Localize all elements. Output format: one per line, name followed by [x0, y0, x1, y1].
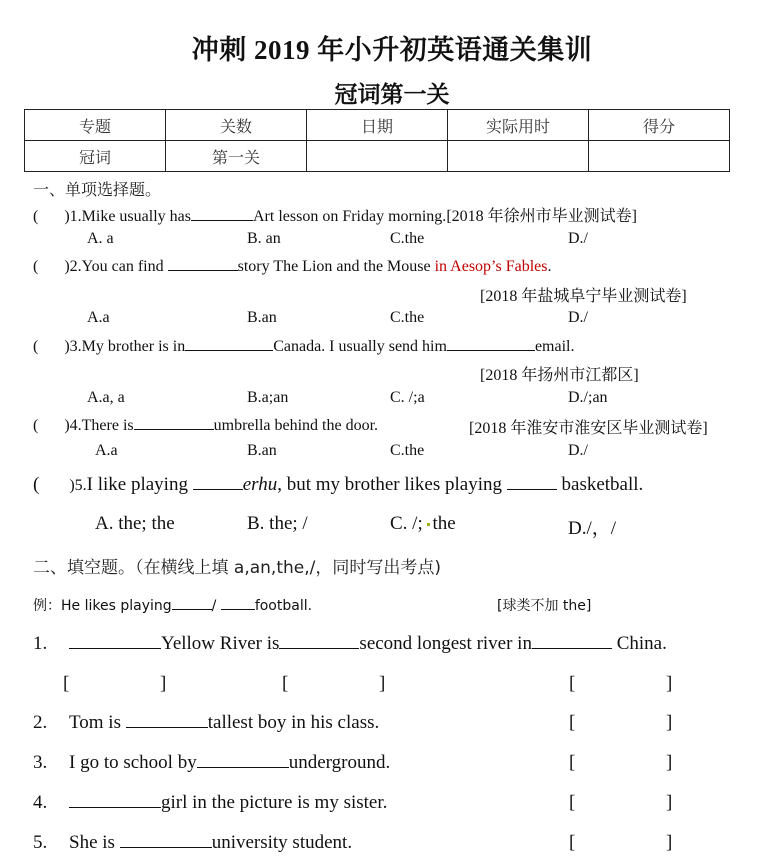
item-text: China.: [611, 633, 667, 654]
option-b[interactable]: B.an: [247, 442, 277, 459]
question-source: [2018 年徐州市毕业测试卷]: [446, 208, 637, 225]
cell-score[interactable]: [589, 141, 730, 172]
option-a[interactable]: A.a: [87, 309, 110, 326]
fill-item-5: [33, 832, 352, 854]
item-number: 5.: [33, 832, 48, 853]
question-source: [2018 年淮安市淮安区毕业测试卷]: [469, 420, 708, 437]
blank[interactable]: [447, 336, 535, 351]
blank[interactable]: [120, 833, 212, 848]
question-text: You can find: [81, 258, 168, 275]
item-number: 4.: [33, 792, 48, 813]
option-d[interactable]: D./: [568, 442, 588, 459]
option-c[interactable]: [390, 513, 456, 535]
bracket-open: [: [63, 673, 70, 694]
cell-topic: 冠词: [25, 141, 166, 172]
header-cell-time: 实际用时: [448, 110, 589, 141]
question-5: [33, 474, 643, 496]
option-c[interactable]: C.the: [390, 442, 425, 459]
section1-heading: 一、单项选择题。: [33, 180, 162, 199]
example-suffix: football.: [254, 598, 313, 614]
question-text: There is: [81, 417, 134, 434]
option-d[interactable]: D./;an: [568, 389, 608, 406]
item-number: 3.: [33, 752, 48, 773]
option-a[interactable]: A. a: [87, 230, 114, 247]
bracket-close: ]: [379, 673, 386, 694]
blank[interactable]: [191, 206, 253, 221]
info-table-header-row: [25, 110, 730, 141]
question-text: umbrella behind the door.: [213, 417, 379, 434]
bracket-close: ]: [666, 712, 673, 733]
question-text: My brother is in: [81, 338, 186, 355]
blank: [172, 595, 212, 610]
option-c-tail: the: [432, 513, 456, 534]
item-number: 1.: [33, 633, 48, 654]
example-answer: /: [211, 598, 217, 614]
question-text: email.: [534, 338, 575, 355]
option-a[interactable]: A.a, a: [87, 389, 125, 406]
item-text: underground.: [288, 752, 391, 773]
header-cell-score: 得分: [589, 110, 730, 141]
blank[interactable]: [69, 793, 161, 808]
answer-paren-close: ): [64, 258, 70, 275]
blank[interactable]: [185, 336, 273, 351]
cell-level: 第一关: [166, 141, 307, 172]
fill-item-1: [33, 633, 667, 655]
question-text: basketball.: [556, 474, 644, 495]
item-number: 2.: [33, 712, 48, 733]
question-text-end: .: [547, 258, 552, 275]
example-prefix: 例：He likes playing: [33, 598, 172, 614]
question-text: story The Lion and the Mouse: [237, 258, 435, 275]
bracket-close: ]: [160, 673, 167, 694]
question-text: I like playing: [86, 474, 193, 495]
question-source: [2018 年扬州市江都区]: [480, 367, 639, 384]
option-d[interactable]: D./: [568, 230, 588, 247]
blank[interactable]: [168, 256, 238, 271]
section2-heading: 二、填空题。（在横线上填 a,an,the,/，同时写出考点): [33, 558, 441, 578]
bracket-open: [: [569, 673, 576, 694]
question-text: , but my brother likes playing: [277, 474, 507, 495]
fill-item-3: [33, 752, 390, 774]
example-line: [33, 595, 312, 615]
question-number: 1.: [69, 208, 82, 225]
item-text: tallest boy in his class.: [207, 712, 380, 733]
option-b[interactable]: B. an: [247, 230, 281, 247]
page-title: 冲刺 2019 年小升初英语通关集训: [191, 35, 593, 65]
question-source: [2018 年盐城阜宁毕业测试卷]: [480, 288, 687, 305]
question-text: Mike usually has: [81, 208, 191, 225]
bracket-open: [: [569, 792, 576, 813]
answer-paren-open: (: [33, 338, 39, 355]
answer-paren-open: (: [33, 417, 39, 434]
option-a[interactable]: A. the; the: [95, 513, 175, 534]
option-c[interactable]: C.the: [390, 230, 425, 247]
question-text-italic: erhu: [242, 474, 278, 495]
cell-date[interactable]: [307, 141, 448, 172]
question-number: 5.: [74, 477, 87, 494]
header-cell-topic: 专题: [25, 110, 166, 141]
item-text: girl in the picture is my sister.: [161, 792, 388, 813]
bracket-close: ]: [666, 832, 673, 853]
option-b[interactable]: B. the; /: [247, 513, 308, 534]
blank[interactable]: [279, 634, 359, 649]
blank[interactable]: [197, 753, 289, 768]
option-c[interactable]: C.the: [390, 309, 425, 326]
question-number: 4.: [69, 417, 82, 434]
fill-item-2: [33, 712, 379, 734]
item-text: Yellow River is: [161, 633, 280, 654]
item-text: university student.: [211, 832, 353, 853]
header-cell-level: 关数: [166, 110, 307, 141]
page-subtitle: 冠词第一关: [334, 82, 450, 107]
answer-paren-close: ): [64, 338, 70, 355]
item-text: Tom is: [69, 712, 126, 733]
answer-paren-open: (: [33, 474, 40, 495]
example-note: [球类不加 the]: [497, 598, 592, 614]
question-4: [33, 415, 378, 435]
answer-paren-close: ): [64, 417, 70, 434]
option-a[interactable]: A.a: [95, 442, 118, 459]
option-d[interactable]: D./，/: [568, 518, 617, 539]
option-c[interactable]: C. /;a: [390, 389, 425, 406]
blank[interactable]: [507, 475, 557, 490]
bracket-close: ]: [666, 752, 673, 773]
bracket-open: [: [569, 832, 576, 853]
option-d[interactable]: D./: [568, 309, 588, 326]
question-number: 3.: [69, 338, 82, 355]
answer-paren-open: (: [33, 208, 39, 225]
question-1: [33, 203, 637, 226]
question-3: [33, 336, 575, 356]
item-text: I go to school by: [69, 752, 197, 773]
option-c-text: C. /;: [390, 513, 428, 534]
blank: [221, 595, 255, 610]
question-number: 2.: [69, 258, 82, 275]
option-b[interactable]: B.an: [247, 309, 277, 326]
blank[interactable]: [134, 415, 214, 430]
fill-item-4: [33, 792, 387, 814]
question-text: Canada. I usually send him: [273, 338, 447, 355]
cell-time[interactable]: [448, 141, 589, 172]
bracket-close: ]: [666, 673, 673, 694]
item-text: She is: [69, 832, 120, 853]
question-text: Art lesson on Friday morning.: [252, 208, 447, 225]
bracket-open: [: [282, 673, 289, 694]
highlighted-text: in Aesop’s Fables: [434, 258, 548, 275]
bracket-open: [: [569, 712, 576, 733]
bracket-close: ]: [666, 792, 673, 813]
info-table-row: [25, 141, 730, 172]
item-text: second longest river in: [359, 633, 532, 654]
answer-paren-close: ): [69, 477, 75, 494]
blank[interactable]: [69, 634, 161, 649]
blank[interactable]: [126, 713, 208, 728]
option-b[interactable]: B.a;an: [247, 389, 289, 406]
bracket-open: [: [569, 752, 576, 773]
blank[interactable]: [532, 634, 612, 649]
marker-dot-icon: [427, 523, 430, 526]
answer-paren-close: ): [64, 208, 70, 225]
question-2: [33, 256, 552, 276]
blank[interactable]: [193, 475, 243, 490]
info-table: [24, 109, 730, 172]
answer-paren-open: (: [33, 258, 39, 275]
header-cell-date: 日期: [307, 110, 448, 141]
